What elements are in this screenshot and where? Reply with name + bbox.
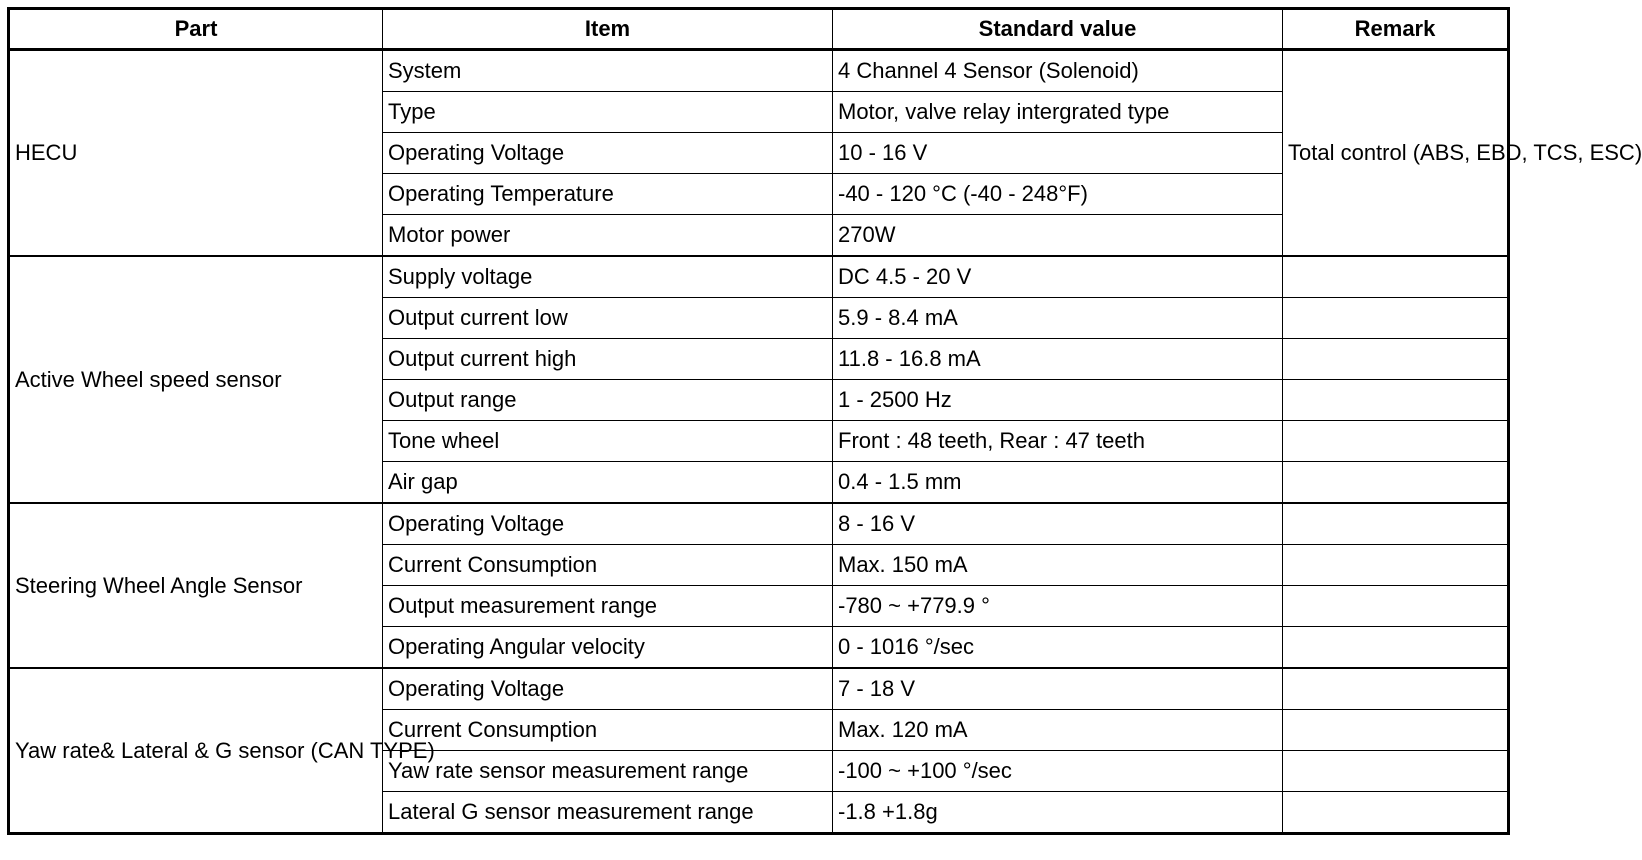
table-row [9,668,1509,710]
table-row [9,503,1509,545]
item-cell: System [383,50,833,92]
item-cell: Type [383,92,833,133]
item-cell: Yaw rate sensor measurement range [383,751,833,792]
item-cell: Supply voltage [383,256,833,298]
item-cell: Output current high [383,339,833,380]
value-cell: 1 - 2500 Hz [833,380,1283,421]
value-cell: 10 - 16 V [833,133,1283,174]
value-cell: 7 - 18 V [833,668,1283,710]
part-cell-hecu: HECU [9,50,383,257]
item-cell: Tone wheel [383,421,833,462]
remark-cell-hecu: Total control (ABS, EBD, TCS, ESC) [1283,50,1509,257]
remark-cell [1283,545,1509,586]
remark-cell [1283,627,1509,669]
value-cell: 0.4 - 1.5 mm [833,462,1283,504]
header-row [9,9,1509,50]
remark-cell [1283,339,1509,380]
value-cell: 270W [833,215,1283,257]
value-cell: 11.8 - 16.8 mA [833,339,1283,380]
table-row [9,50,1509,92]
remark-cell [1283,256,1509,298]
item-cell: Operating Voltage [383,503,833,545]
item-cell: Air gap [383,462,833,504]
header-item: Item [383,9,833,50]
header-remark: Remark [1283,9,1509,50]
value-cell: 4 Channel 4 Sensor (Solenoid) [833,50,1283,92]
value-cell: -100 ~ +100 °/sec [833,751,1283,792]
header-standard-value: Standard value [833,9,1283,50]
value-cell: Max. 150 mA [833,545,1283,586]
part-cell-yaw-rate-sensor: Yaw rate& Lateral & G sensor (CAN TYPE) [9,668,383,834]
table-row [9,256,1509,298]
item-cell: Lateral G sensor measurement range [383,792,833,834]
value-cell: -1.8 +1.8g [833,792,1283,834]
item-cell: Operating Voltage [383,668,833,710]
value-cell: Motor, valve relay intergrated type [833,92,1283,133]
value-cell: Front : 48 teeth, Rear : 47 teeth [833,421,1283,462]
item-cell: Output current low [383,298,833,339]
remark-cell [1283,751,1509,792]
item-cell: Current Consumption [383,545,833,586]
part-cell-steering-angle-sensor: Steering Wheel Angle Sensor [9,503,383,668]
remark-cell [1283,462,1509,504]
remark-cell [1283,380,1509,421]
value-cell: DC 4.5 - 20 V [833,256,1283,298]
remark-cell [1283,421,1509,462]
remark-cell [1283,668,1509,710]
item-cell: Operating Voltage [383,133,833,174]
item-cell: Current Consumption [383,710,833,751]
value-cell: -780 ~ +779.9 ° [833,586,1283,627]
value-cell: 0 - 1016 °/sec [833,627,1283,669]
remark-cell [1283,710,1509,751]
header-part: Part [9,9,383,50]
item-cell: Output range [383,380,833,421]
value-cell: 5.9 - 8.4 mA [833,298,1283,339]
remark-cell [1283,503,1509,545]
part-cell-wheel-speed-sensor: Active Wheel speed sensor [9,256,383,503]
item-cell: Motor power [383,215,833,257]
value-cell: -40 - 120 °C (-40 - 248°F) [833,174,1283,215]
item-cell: Output measurement range [383,586,833,627]
value-cell: 8 - 16 V [833,503,1283,545]
remark-cell [1283,586,1509,627]
item-cell: Operating Angular velocity [383,627,833,669]
value-cell: Max. 120 mA [833,710,1283,751]
remark-cell [1283,298,1509,339]
item-cell: Operating Temperature [383,174,833,215]
remark-cell [1283,792,1509,834]
specification-table [7,7,1642,835]
